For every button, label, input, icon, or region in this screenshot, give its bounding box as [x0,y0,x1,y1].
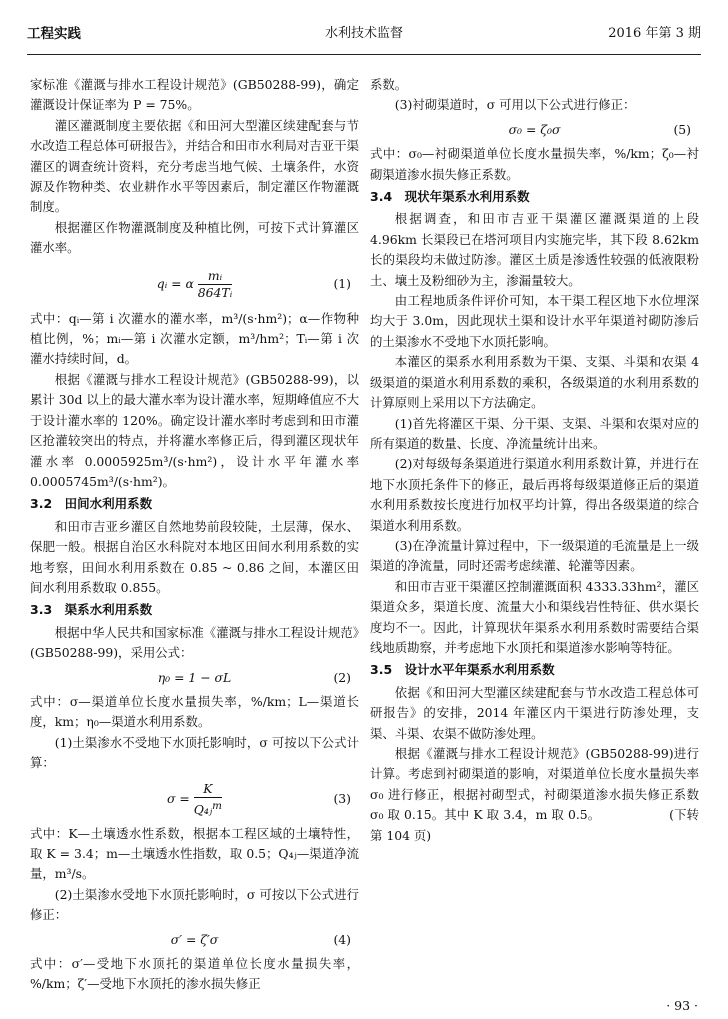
paragraph: 根据调查，和田市吉亚干渠灌区灌溉渠道的上段 4.96km 长渠段已在塔河项目内实施完毕，其下段 8.62km 长的渠段均未做过防渗。灌区土质是渗透性较强的低液限粉土、壤土及粉细砂为主，渗漏量较大。 [370,211,699,288]
section-label: 工程实践 [27,26,81,42]
running-header [27,14,701,55]
paragraph: 根据灌区作物灌溉制度及种植比例，可按下式计算灌区灌水率。 [30,219,359,256]
paragraph: 家标准《灌溉与排水工程设计规范》(GB50288-99)，确定灌溉设计保证率为 P = 75%。 [30,77,359,113]
paragraph: 式中：σ—渠道单位长度水量损失率，%/km；L—渠道长度，km；η₀—渠道水利用系数。 [30,693,359,730]
fraction-numerator: mᵢ [198,268,232,285]
paragraph: 灌区灌溉制度主要依据《和田河大型灌区续建配套与节水改造工程总体可研报告》，并结合和田市水利局对吉亚干渠灌区的调查统计资料，充分考虑当地气候、土壤条件，水资源及作物种类、农业耕作水平等因素后，制定灌区作物灌溉制度。 [30,117,359,215]
denominator-text: 864Tᵢ [197,284,233,300]
equation [30,930,359,950]
paragraph: 根据《灌溉与排水工程设计规范》(GB50288-99)进行计算。考虑到衬砌渠道的影响，对渠道单位长度水量损失率 σ₀ 进行修正，根据衬砌型式，衬砌渠道渗水损失修正系数 σ₀ 取 0.15。其中 K 取 3.4，m 取 0.5。 (下转第 104 页) [370,746,699,843]
paragraph: 式中：σ′—受地下水顶托的渠道单位长度水量损失率，%/km；ζ′—受地下水顶托的渗水损失修正 [30,956,359,992]
equation-number: (4) [333,931,351,947]
section-heading: 3.3 渠系水利用系数 [30,602,153,618]
section-heading: 3.5 设计水平年渠系水利用系数 [370,662,555,678]
equation-lhs: σ = [167,790,194,806]
exponent: m [212,799,222,812]
paragraph: 根据中华人民共和国家标准《灌溉与排水工程设计规范》(GB50288-99)，采用公式： [30,624,359,661]
equation-fraction [194,781,222,818]
fraction-denominator [198,285,232,301]
equation-number: (2) [333,669,351,685]
paragraph: (3)衬砌渠道时，σ 可用以下公式进行修正： [394,97,636,113]
paragraph: 和田市吉亚干渠灌区控制灌溉面积 4333.33hm²，灌区渠道众多，渠道长度、流量大小和渠线岩性特征、供水渠长度均不一。因此，计算现状年渠系水利用系数时需要结合渠线地质勘察，并考虑地下水顶托和渠道渗水影响等特征。 [370,578,699,655]
page-number: · 93 · [666,998,698,1013]
left-column [30,75,359,995]
paragraph: 式中：qᵢ—第 i 次灌水的灌水率，m³/(s·hm²)；α—作物种植比例，%；mᵢ—第 i 次灌水定额，m³/hm²；Tᵢ—第 i 次灌水持续时间，d。 [30,310,359,367]
paragraph: 和田市吉亚乡灌区自然地势前段较陡，土层薄，保水、保肥一般。根据自治区水科院对本地区田间水利用系数的实地考察，田间水利用系数在 0.85 ~ 0.86 之间，本灌区田间水利用系数取 0.855。 [30,518,359,595]
paragraph: 由工程地质条件评价可知，本干渠工程区地下水位埋深均大于 3.0m，因此现状土渠和设计水平年渠道衬砌防渗后的土渠渗水不受地下水顶托影响。 [370,293,699,349]
equation-number: (5) [673,121,691,137]
right-column [370,75,699,846]
equation [370,120,699,140]
equation [30,668,359,688]
paragraph: 依据《和田河大型灌区续建配套与节水改造工程总体可研报告》的安排，2014 年灌区内干渠进行防渗处理，支渠、斗渠、农渠不做防渗处理。 [370,684,699,741]
equation-number: (1) [333,275,351,291]
equation-body: σ′ = ζ′σ [170,931,219,947]
equation-fraction [198,268,232,301]
fraction-numerator: K [194,781,222,798]
issue-label: 2016 年第 3 期 [608,26,701,41]
equation-body: σ₀ = ζ₀σ [508,121,561,137]
paragraph: (1)首先将灌区干渠、分干渠、支渠、斗渠和农渠对应的所有渠道的数量、长度、净流量统计出来。 [370,415,699,451]
paragraph: (3)在净流量计算过程中，下一级渠道的毛流量是上一级渠道的净流量，同时还需考虑续灌、轮灌等因素。 [370,537,699,574]
paragraph: 式中：K—土壤透水性系数，根据本工程区域的土壤特性，取 K = 3.4；m—土壤透水性指数，取 0.5；Q₄ⱼ—渠道净流量，m³/s。 [30,825,359,882]
denominator-text: Q₄ⱼ [193,801,213,817]
paragraph: 系数。 [370,77,408,92]
paragraph: (1)土渠渗水不受地下水顶托影响时，σ 可按以下公式计算： [30,734,359,771]
equation [30,778,359,820]
paragraph: 本灌区的渠系水利用系数为干渠、支渠、斗渠和农渠 4 级渠道的渠道水利用系数的乘积，各级渠道的水利用系数的计算原则上采用以下方法确定。 [370,354,699,411]
paragraph: (2)对每级每条渠道进行渠道水利用系数计算，并进行在地下水顶托条件下的修正，最后再将每级渠道修正后的渠道水利用系数按长度进行加权平均计算，得出各级渠道的综合渠道水利用系数。 [370,456,699,533]
equation-number: (3) [333,790,351,806]
section-heading: 3.4 现状年渠系水利用系数 [370,189,530,205]
journal-name: 水利技术监督 [324,26,403,41]
equation-body: η₀ = 1 − σL [157,669,232,685]
equation-lhs: qᵢ = α [156,275,198,291]
paragraph: 根据《灌溉与排水工程设计规范》(GB50288-99)，以累计 30d 以上的最大灌水率为设计灌水率，短期峰值应不大于设计灌水率的 120%。确定设计灌水率时考虑到和田市灌区抢灌较突出的特点，并将灌水率修正后，得到灌区现状年灌水率 0.0005925m³/(s·hm²)，设计水平年灌水率 0.0005745m³/(s·hm²)。 [30,371,359,489]
fraction-denominator [194,798,222,818]
paragraph: 式中：σ₀—衬砌渠道单位长度水量损失率，%/km；ζ₀—衬砌渠道渗水损失修正系数。 [370,146,699,182]
section-heading: 3.2 田间水利用系数 [30,496,153,512]
paragraph: (2)土渠渗水受地下水顶托影响时，σ 可按以下公式进行修正： [30,886,359,923]
equation [30,263,359,305]
